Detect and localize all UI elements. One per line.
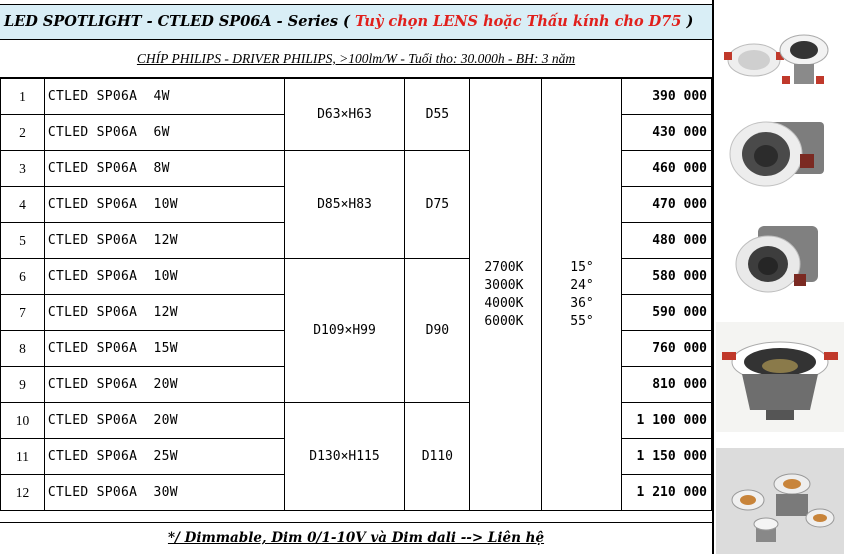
row-number: 8 bbox=[1, 331, 45, 367]
cutout-cell: D90 bbox=[405, 259, 470, 403]
dimension-cell: D63×H63 bbox=[284, 79, 405, 151]
price-cell: 460 000 bbox=[622, 151, 712, 187]
price-cell: 590 000 bbox=[622, 295, 712, 331]
row-number: 3 bbox=[1, 151, 45, 187]
row-number: 11 bbox=[1, 439, 45, 475]
title-end: ) bbox=[681, 13, 694, 30]
color-temp-value: 6000K bbox=[484, 313, 524, 329]
dimming-note: */ Dimmable, Dim 0/1-10V và Dim dali --> Liên hệ bbox=[0, 522, 712, 555]
sheet-title bbox=[0, 4, 712, 40]
dimension-cell: D85×H83 bbox=[284, 151, 405, 259]
price-cell: 580 000 bbox=[622, 259, 712, 295]
dimension-cell: D130×H115 bbox=[284, 403, 405, 511]
cutout-cell: D55 bbox=[405, 79, 470, 151]
white-spotlight-with-red-clips-image bbox=[716, 20, 844, 98]
model-name: CTLED SP06A 10W bbox=[44, 259, 284, 295]
beam-angle-value: 55° bbox=[570, 313, 594, 329]
chrome-reflector-spotlight-image bbox=[716, 322, 844, 432]
color-temp-cell bbox=[470, 79, 542, 511]
table-row bbox=[1, 79, 712, 115]
model-name: CTLED SP06A 10W bbox=[44, 187, 284, 223]
row-number: 4 bbox=[1, 187, 45, 223]
beam-angle-value: 36° bbox=[570, 295, 594, 311]
grey-spotlight-angled-image bbox=[716, 214, 844, 306]
row-number: 6 bbox=[1, 259, 45, 295]
model-name: CTLED SP06A 20W bbox=[44, 403, 284, 439]
model-name: CTLED SP06A 12W bbox=[44, 223, 284, 259]
row-number: 9 bbox=[1, 367, 45, 403]
price-cell: 430 000 bbox=[622, 115, 712, 151]
beam-angle-value: 15° bbox=[570, 259, 594, 275]
model-name: CTLED SP06A 4W bbox=[44, 79, 284, 115]
price-cell: 810 000 bbox=[622, 367, 712, 403]
grey-spotlight-side-view-image bbox=[716, 108, 844, 200]
row-number: 7 bbox=[1, 295, 45, 331]
price-cell: 470 000 bbox=[622, 187, 712, 223]
color-temp-value: 2700K bbox=[484, 259, 524, 275]
row-number: 12 bbox=[1, 475, 45, 511]
model-name: CTLED SP06A 30W bbox=[44, 475, 284, 511]
price-cell: 390 000 bbox=[622, 79, 712, 115]
product-table bbox=[0, 78, 712, 511]
price-cell: 1 210 000 bbox=[622, 475, 712, 511]
price-cell: 760 000 bbox=[622, 331, 712, 367]
model-name: CTLED SP06A 15W bbox=[44, 331, 284, 367]
color-temp-value: 3000K bbox=[484, 277, 524, 293]
row-number: 10 bbox=[1, 403, 45, 439]
beam-angle-cell bbox=[542, 79, 622, 511]
spotlight-product-group-image bbox=[716, 448, 844, 554]
spec-subtitle: CHÍP PHILIPS - DRIVER PHILIPS, >100lm/W - Tuổi tho: 30.000h - BH: 3 năm bbox=[0, 40, 712, 78]
model-name: CTLED SP06A 12W bbox=[44, 295, 284, 331]
row-number: 5 bbox=[1, 223, 45, 259]
title-lens-option: Tuỳ chọn LENS hoặc Thấu kính cho D75 bbox=[354, 13, 682, 30]
cutout-cell: D75 bbox=[405, 151, 470, 259]
row-number: 1 bbox=[1, 79, 45, 115]
product-photo-column bbox=[712, 0, 844, 554]
cutout-cell: D110 bbox=[405, 403, 470, 511]
price-cell: 1 150 000 bbox=[622, 439, 712, 475]
title-main: LED SPOTLIGHT - CTLED SP06A - Series ( bbox=[4, 13, 355, 30]
dimension-cell: D109×H99 bbox=[284, 259, 405, 403]
beam-angle-value: 24° bbox=[570, 277, 594, 293]
model-name: CTLED SP06A 25W bbox=[44, 439, 284, 475]
model-name: CTLED SP06A 8W bbox=[44, 151, 284, 187]
model-name: CTLED SP06A 20W bbox=[44, 367, 284, 403]
price-cell: 480 000 bbox=[622, 223, 712, 259]
row-number: 2 bbox=[1, 115, 45, 151]
color-temp-value: 4000K bbox=[484, 295, 524, 311]
price-cell: 1 100 000 bbox=[622, 403, 712, 439]
model-name: CTLED SP06A 6W bbox=[44, 115, 284, 151]
